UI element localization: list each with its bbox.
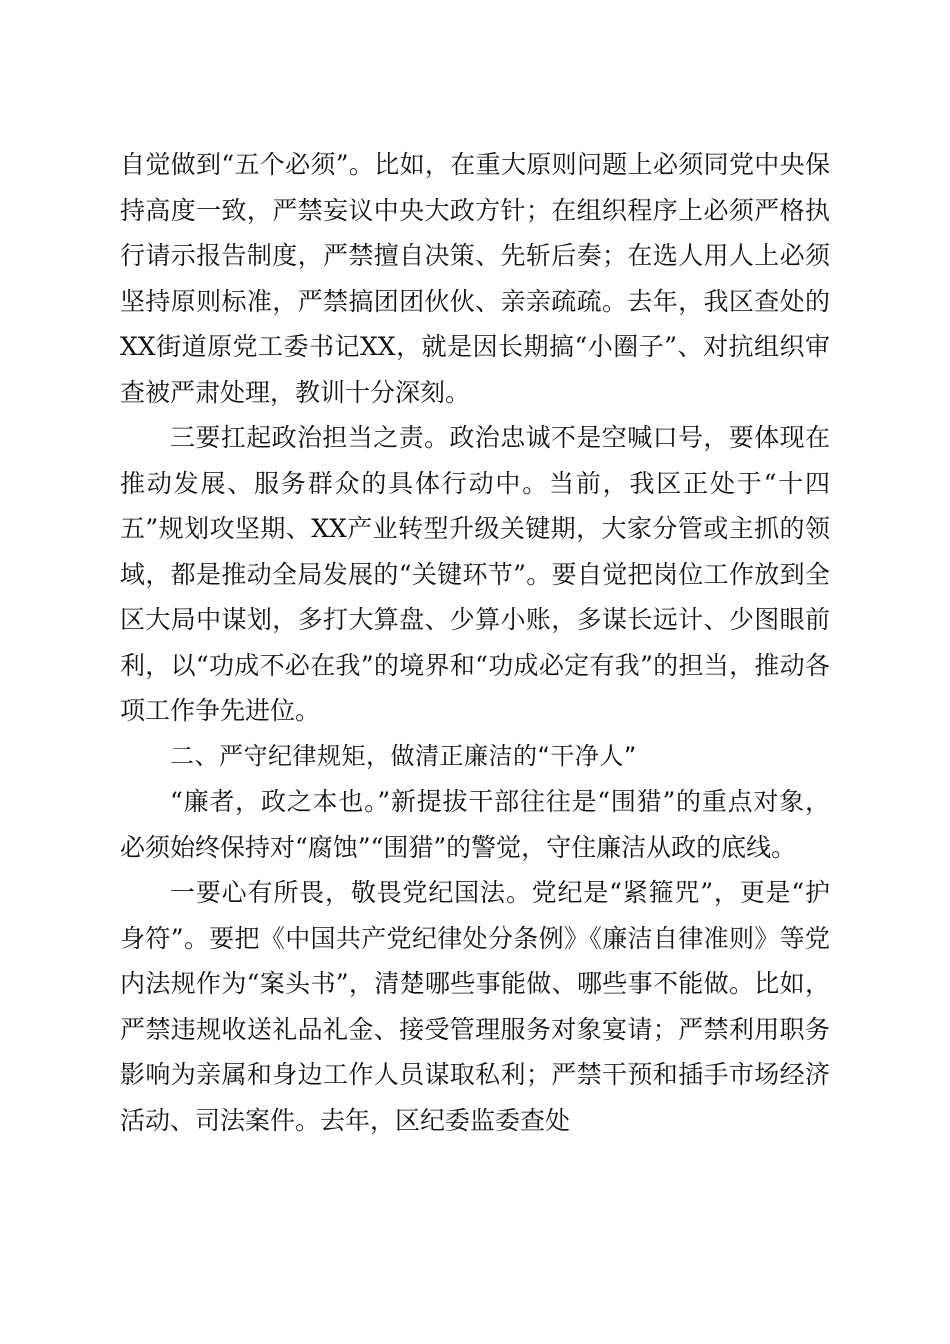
paragraph-respect-law: 一要心有所畏，敬畏党纪国法。党纪是“紧箍咒”，更是“护身符”。要把《中国共产党纪律处分条例》《廉洁自律准则》等党内法规作为“案头书”，清楚哪些事能做、哪些事不能做。比如，严禁违规收送礼品礼金、接受管理服务对象宴请；严禁利用职务影响为亲属和身边工作人员谋取私利；严禁干预和插手市场经济活动、司法案件。去年，区纪委监委查处 bbox=[120, 878, 830, 1135]
paragraph-political-responsibility: 三要扛起政治担当之责。政治忠诚不是空喊口号，要体现在推动发展、服务群众的具体行动中。当前，我区正处于“十四五”规划攻坚期、XX产业转型升级关键期，大家分管或主抓的领域，都是推动全局发展的“关键环节”。要自觉把岗位工作放到全区大局中谋划，多打大算盘、少算小账，多谋长远计、少图眼前利，以“功成不必在我”的境界和“功成必定有我”的担当，推动各项工作争先进位。 bbox=[120, 423, 830, 725]
paragraph-continuation: 自觉做到“五个必须”。比如，在重大原则问题上必须同党中央保持高度一致，严禁妄议中央大政方针；在组织程序上必须严格执行请示报告制度，严禁擅自决策、先斩后奏；在选人用人上必须坚持原则标准，严禁搞团团伙伙、亲亲疏疏。去年，我区查处的XX街道原党工委书记XX，就是因长期搞“小圈子”、对抗组织审查被严肃处理，教训十分深刻。 bbox=[120, 150, 830, 407]
paragraph-integrity-intro: “廉者，政之本也。”新提拔干部往往是“围猎”的重点对象，必须始终保持对“腐蚀”“围猎”的警觉，守住廉洁从政的底线。 bbox=[120, 787, 830, 862]
document-body bbox=[120, 142, 830, 1143]
section-heading-discipline: 二、严守纪律规矩，做清正廉洁的“干净人” bbox=[170, 741, 637, 770]
